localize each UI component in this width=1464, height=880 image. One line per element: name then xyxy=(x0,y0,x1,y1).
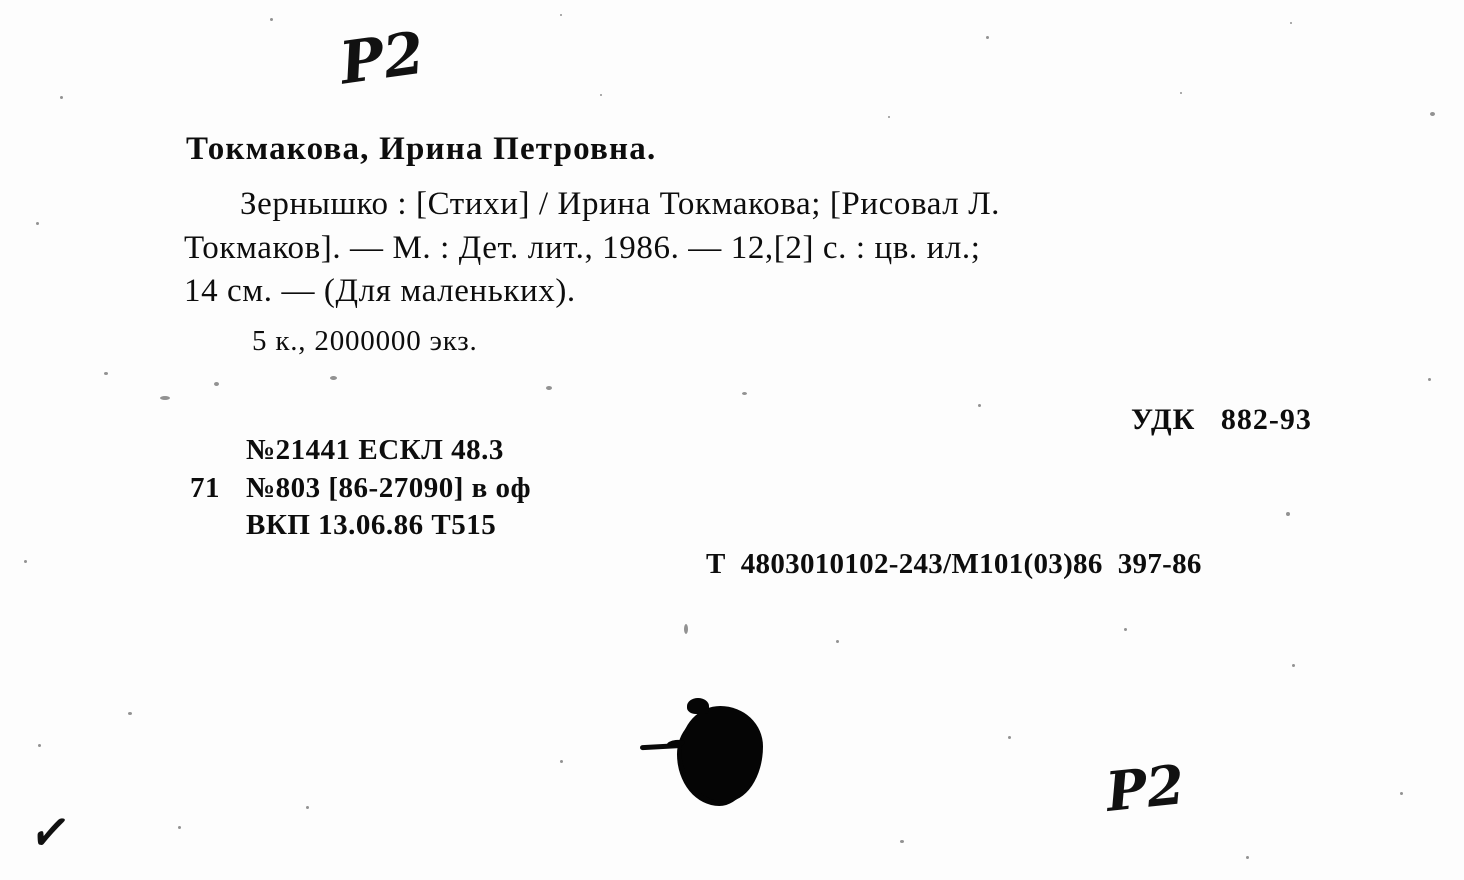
author-heading: Токмакова, Ирина Петровна. xyxy=(186,131,657,167)
registration-left-number: 71 xyxy=(190,472,220,504)
scan-speck xyxy=(270,18,273,21)
publisher-code-line: Т 4803010102-243/М101(03)86 397-86 xyxy=(706,548,1202,580)
scan-speck xyxy=(900,840,904,843)
scan-speck xyxy=(986,36,989,39)
title-line-3: 14 см. — (Для маленьких). xyxy=(184,273,576,309)
price-and-print-run: 5 к., 2000000 экз. xyxy=(252,325,478,357)
handwritten-shelfmark-bottom: Р2 xyxy=(1102,752,1188,824)
scan-speck xyxy=(60,96,63,99)
scan-speck xyxy=(1286,512,1290,516)
handwritten-check-mark: ✓ xyxy=(26,796,75,868)
scan-speck xyxy=(38,744,41,747)
scan-speck xyxy=(330,376,337,380)
scan-speck xyxy=(1428,378,1431,381)
scan-speck xyxy=(560,760,563,763)
scan-speck xyxy=(1290,22,1292,24)
udc-classification: УДК 882-93 xyxy=(1131,403,1312,436)
scan-speck xyxy=(1180,92,1182,94)
ink-blot xyxy=(681,706,763,802)
scan-speck xyxy=(742,392,747,395)
scan-speck xyxy=(836,640,839,643)
scan-speck xyxy=(104,372,108,375)
scan-speck xyxy=(1292,664,1295,667)
scan-speck xyxy=(1430,112,1435,116)
registration-line-2: №803 [86-27090] в оф xyxy=(246,472,532,504)
scan-speck xyxy=(1400,792,1403,795)
scan-speck xyxy=(546,386,552,390)
scan-speck xyxy=(1246,856,1249,859)
registration-line-1: №21441 ЕСКЛ 48.3 xyxy=(246,434,504,466)
title-line-2: Токмаков]. — М. : Дет. лит., 1986. — 12,[2] с. : цв. ил.; xyxy=(184,230,981,266)
registration-line-3: ВКП 13.06.86 Т515 xyxy=(246,509,497,541)
scan-speck xyxy=(600,94,602,96)
scan-speck xyxy=(888,116,890,118)
title-line-1: Зернышко : [Стихи] / Ирина Токмакова; [Рисовал Л. xyxy=(240,186,1001,222)
scan-speck xyxy=(1008,736,1011,739)
scan-speck xyxy=(178,826,181,829)
scan-speck xyxy=(160,396,170,400)
scan-speck xyxy=(978,404,981,407)
scan-speck xyxy=(1124,628,1127,631)
scan-speck xyxy=(24,560,27,563)
scan-speck xyxy=(36,222,39,225)
scan-speck xyxy=(684,624,688,634)
handwritten-shelfmark-top: Р2 xyxy=(335,18,429,98)
scan-speck xyxy=(128,712,132,715)
scan-speck xyxy=(306,806,309,809)
scan-speck xyxy=(214,382,219,386)
scan-speck xyxy=(560,14,562,16)
